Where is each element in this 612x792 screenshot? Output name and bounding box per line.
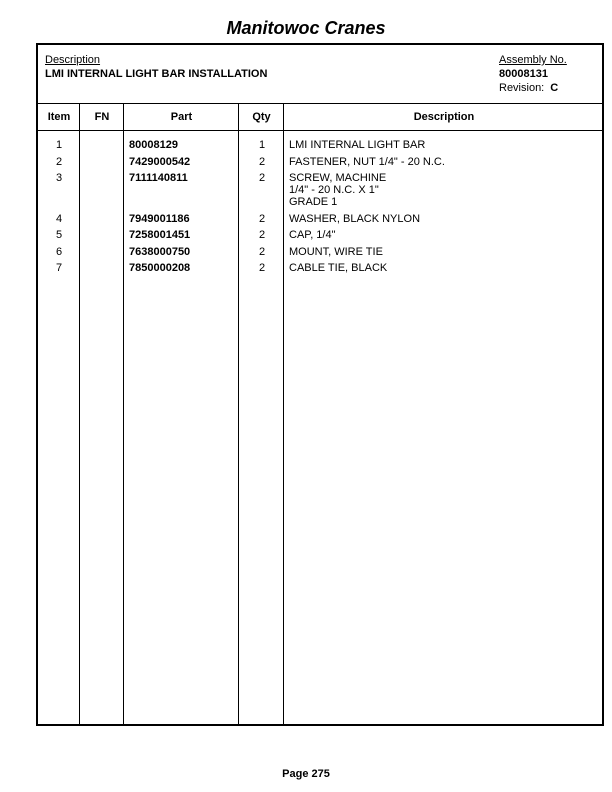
item-number: 7 (55, 262, 63, 274)
parts-list-frame (36, 43, 604, 726)
description-line: GRADE 1 (289, 196, 338, 208)
description-line: CAP, 1/4" (289, 229, 336, 241)
table-row (38, 262, 602, 279)
column-header-qty: Qty (252, 111, 271, 123)
description-line: LMI INTERNAL LIGHT BAR (289, 139, 426, 151)
description-line: SCREW, MACHINE (289, 172, 387, 184)
table-row (38, 156, 602, 173)
part-description (289, 213, 599, 225)
table-row (38, 213, 602, 230)
part-description (289, 139, 599, 151)
part-description (289, 172, 599, 208)
quantity: 2 (258, 262, 266, 274)
description-line: CABLE TIE, BLACK (289, 262, 388, 274)
table-row (38, 229, 602, 246)
description-label: Description (45, 54, 101, 66)
part-number: 7638000750 (129, 245, 191, 258)
part-number: 7949001186 (129, 212, 190, 225)
description-line: MOUNT, WIRE TIE (289, 245, 383, 258)
assembly-description: LMI INTERNAL LIGHT BAR INSTALLATION (45, 68, 268, 80)
revision (499, 82, 558, 94)
table-row (38, 246, 602, 263)
parts-table-body (38, 139, 602, 279)
column-header-item: Item (47, 111, 71, 123)
part-number: 7850000208 (129, 262, 191, 274)
part-description (289, 262, 599, 274)
quantity: 2 (258, 155, 266, 168)
part-number: 7429000542 (129, 155, 191, 168)
revision-label: Revision: (499, 82, 545, 94)
assembly-number-label: Assembly No. (499, 54, 567, 66)
page-title: Manitowoc Cranes (226, 18, 386, 38)
description-line: FASTENER, NUT 1/4" - 20 N.C. (289, 155, 445, 168)
description-line: 1/4" - 20 N.C. X 1" (289, 184, 379, 196)
part-description (289, 229, 599, 241)
table-row (38, 139, 602, 156)
item-number: 5 (55, 229, 63, 241)
part-number: 7258001451 (129, 229, 191, 241)
part-number: 7111140811 (129, 172, 188, 184)
revision-value: C (550, 82, 559, 94)
part-number: 80008129 (129, 139, 178, 151)
item-number: 4 (55, 212, 63, 225)
column-header-description: Description (413, 111, 475, 123)
quantity: 2 (258, 245, 266, 258)
quantity: 1 (258, 139, 266, 151)
part-description (289, 156, 599, 168)
column-header-fn: FN (94, 111, 110, 123)
item-number: 2 (55, 155, 63, 168)
column-header-part: Part (170, 111, 193, 123)
quantity: 2 (258, 229, 266, 241)
part-description (289, 246, 599, 258)
item-number: 3 (55, 172, 63, 184)
page-number: Page 275 (282, 768, 330, 780)
assembly-number: 80008131 (499, 68, 548, 80)
item-number: 1 (55, 139, 63, 151)
item-number: 6 (55, 245, 63, 258)
assembly-header (38, 45, 602, 104)
quantity: 2 (258, 172, 266, 184)
table-row (38, 172, 602, 213)
description-line: WASHER, BLACK NYLON (289, 212, 421, 225)
quantity: 2 (258, 212, 266, 225)
